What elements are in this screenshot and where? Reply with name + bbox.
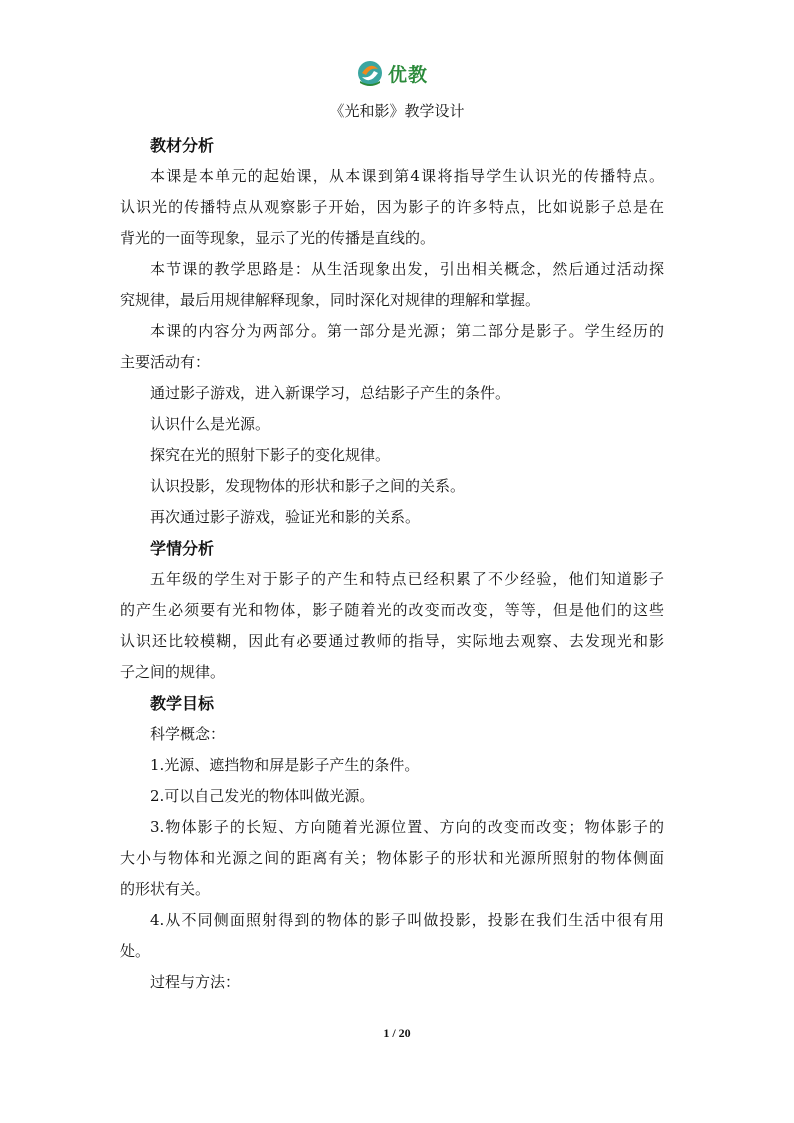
goal-item: 大小与物体和光源之间的距离有关；物体影子的形状和光源所照射的物体侧面 [120,849,664,867]
goal-item: 的形状有关。 [120,880,211,898]
activity-item: 认识投影，发现物体的形状和影子之间的关系。 [150,477,466,495]
paragraph-line: 认识还比较模糊，因此有必要通过教师的指导，实际地去观察、去发现光和影 [120,632,664,650]
paragraph-line: 本课的内容分为两部分。第一部分是光源；第二部分是影子。学生经历的 [150,322,664,340]
document-title: 《光和影》教学设计 [329,102,465,120]
paragraph-line: 本节课的教学思路是：从生活现象出发，引出相关概念，然后通过活动探 [150,260,664,278]
goal-subheading: 科学概念： [150,725,226,743]
paragraph-line: 背光的一面等现象，显示了光的传播是直线的。 [120,229,436,247]
goal-item: 2.可以自己发光的物体叫做光源。 [150,787,375,805]
goal-item: 4.从不同侧面照射得到的物体的影子叫做投影，投影在我们生活中很有用 [150,911,664,929]
brand-logo [356,57,446,89]
goal-item: 3.物体影子的长短、方向随着光源位置、方向的改变而改变；物体影子的 [150,818,664,836]
document-body [120,130,664,998]
activity-item: 认识什么是光源。 [150,415,271,433]
goal-item: 处。 [120,942,151,960]
goal-item: 1.光源、遮挡物和屏是影子产生的条件。 [150,756,420,774]
section-heading: 教材分析 [150,136,215,155]
paragraph-line: 五年级的学生对于影子的产生和特点已经积累了不少经验，他们知道影子 [150,570,664,588]
section-heading: 学情分析 [150,539,215,558]
activity-item: 探究在光的照射下影子的变化规律。 [150,446,391,464]
page-number: 1 / 20 [383,1026,411,1040]
goal-subheading: 过程与方法： [150,973,241,991]
paragraph-line: 究规律，最后用规律解释现象，同时深化对规律的理解和掌握。 [120,291,541,309]
logo-text: 优教 [388,63,429,86]
paragraph-line: 的产生必须要有光和物体，影子随着光的改变而改变，等等，但是他们的这些 [120,601,664,619]
paragraph-line: 本课是本单元的起始课，从本课到第4课将指导学生认识光的传播特点。 [150,167,664,185]
section-heading: 教学目标 [150,694,215,713]
activity-item: 再次通过影子游戏，验证光和影的关系。 [150,508,421,526]
paragraph-line: 主要活动有： [120,353,211,371]
activity-item: 通过影子游戏，进入新课学习，总结影子产生的条件。 [150,384,511,402]
paragraph-line: 认识光的传播特点从观察影子开始，因为影子的许多特点，比如说影子总是在 [120,198,664,216]
logo-icon [356,59,384,87]
paragraph-line: 子之间的规律。 [120,663,226,681]
